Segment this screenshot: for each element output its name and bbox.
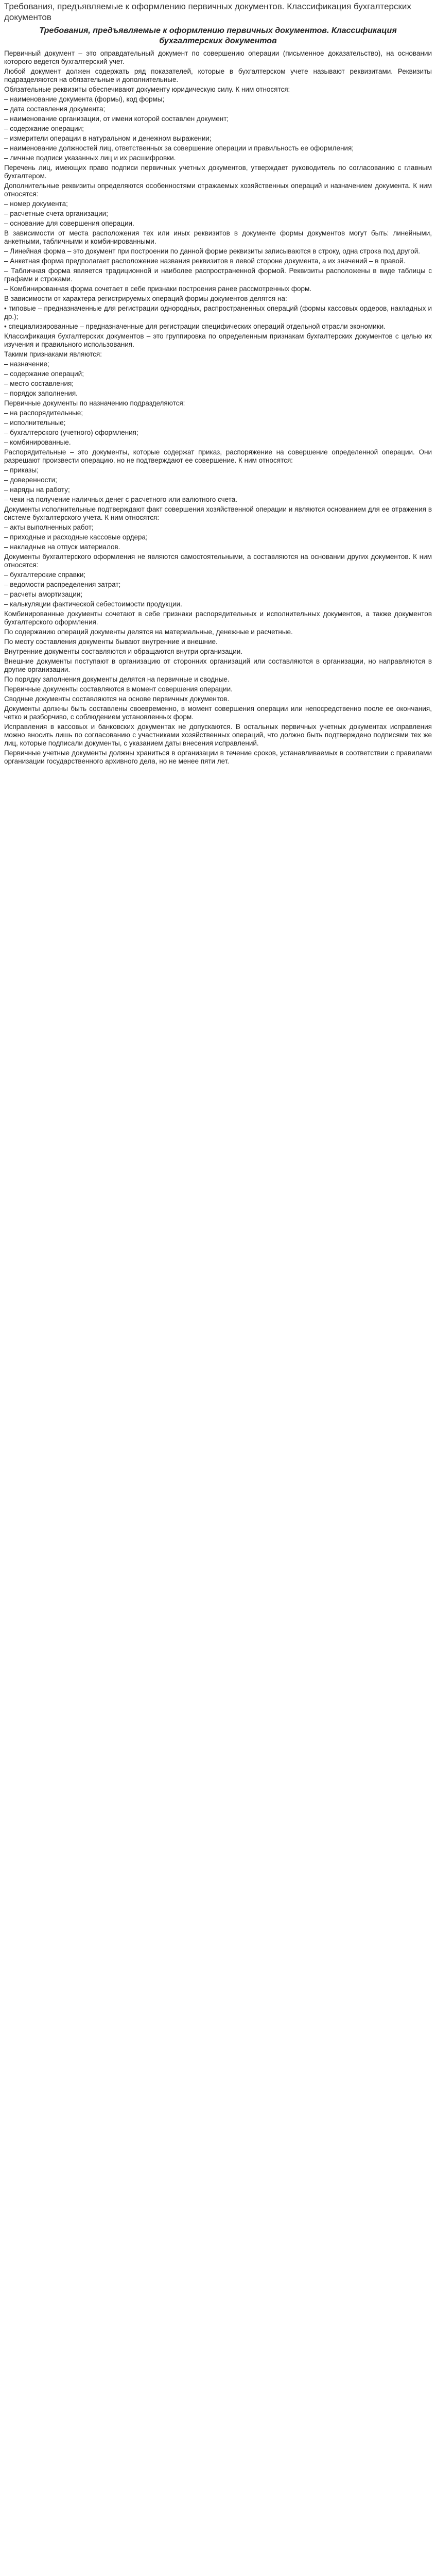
- body-paragraph: – содержание операций;: [4, 370, 84, 378]
- document-body: [4, 49, 432, 766]
- body-paragraph: – содержание операции;: [4, 125, 84, 132]
- body-paragraph: Обязательные реквизиты обеспечивают документу юридическую силу. К ним относятся:: [4, 86, 290, 93]
- body-paragraph: – наименование организации, от имени которой составлен документ;: [4, 115, 229, 123]
- body-paragraph: Исправления в кассовых и банковских документах не допускаются. В остальных первичных учетных документах исправления можно вносить лишь по согласованию с участниками хозяйственных операций, что должно быть подтверждено подписями тех же лиц, которые подписали документы, с указанием даты внесения исправлений.: [4, 723, 432, 747]
- body-paragraph: Такими признаками являются:: [4, 350, 102, 358]
- section-heading: Требования, предъявляемые к оформлению первичных документов. Классификация бухгалтерских документов: [39, 26, 397, 45]
- body-paragraph: В зависимости от характера регистрируемых операций формы документов делятся на:: [4, 295, 287, 302]
- page-title: Требования, предъявляемые к оформлению первичных документов. Классификация бухгалтерских документов: [4, 2, 411, 22]
- body-paragraph: – номер документа;: [4, 200, 68, 208]
- body-paragraph: – ведомости распределения затрат;: [4, 581, 121, 588]
- body-paragraph: – расчеты амортизации;: [4, 590, 83, 598]
- body-paragraph: – наряды на работу;: [4, 486, 70, 494]
- body-paragraph: – наименование должностей лиц, ответственных за совершение операции и правильность ее оформления;: [4, 144, 354, 152]
- body-paragraph: – дата составления документа;: [4, 105, 106, 113]
- body-paragraph: Документы исполнительные подтверждают факт совершения хозяйственной операции и являются основанием для ее отражения в системе бухгалтерского учета. К ним относятся:: [4, 505, 432, 521]
- body-paragraph: Внешние документы поступают в организацию от сторонних организаций или составляются в организации, но направляются в другие организации.: [4, 657, 432, 673]
- body-paragraph: Дополнительные реквизиты определяются особенностями отражаемых хозяйственных операций и назначением документа. К ним относятся:: [4, 182, 432, 198]
- body-paragraph: – акты выполненных работ;: [4, 523, 94, 531]
- body-paragraph: – накладные на отпуск материалов.: [4, 543, 120, 551]
- body-paragraph: По месту составления документы бывают внутренние и внешние.: [4, 638, 218, 646]
- body-paragraph: – исполнительные;: [4, 419, 66, 427]
- body-paragraph: – назначение;: [4, 360, 49, 368]
- body-paragraph: По содержанию операций документы делятся на материальные, денежные и расчетные.: [4, 628, 293, 636]
- body-paragraph: Первичные документы по назначению подразделяются:: [4, 399, 185, 407]
- body-paragraph: Первичные документы составляются в момент совершения операции.: [4, 685, 233, 693]
- body-paragraph: – приходные и расходные кассовые ордера;: [4, 533, 148, 541]
- body-paragraph: – на распорядительные;: [4, 409, 83, 417]
- body-paragraph: – наименование документа (формы), код формы;: [4, 95, 165, 103]
- body-paragraph: – основание для совершения операции.: [4, 219, 134, 227]
- body-paragraph: – личные подписи указанных лиц и их расшифровки.: [4, 154, 176, 162]
- body-paragraph: – чеки на получение наличных денег с расчетного или валютного счета.: [4, 496, 237, 503]
- body-paragraph: Документы бухгалтерского оформления не являются самостоятельными, а составляются на основании других документов. К ним относятся:: [4, 553, 432, 569]
- body-paragraph: – Линейная форма – это документ при построении по данной форме реквизиты записываются в строку, одна строка под другой.: [4, 247, 421, 255]
- body-paragraph: – калькуляции фактической себестоимости продукции.: [4, 600, 182, 608]
- body-paragraph: – комбинированные.: [4, 438, 71, 446]
- body-paragraph: Комбинированные документы сочетают в себе признаки распорядительных и исполнительных документов, а также документов бухгалтерского оформления.: [4, 610, 432, 626]
- document-page: [0, 0, 436, 767]
- body-paragraph: – Анкетная форма предполагает расположение названия реквизитов в левой стороне документа, а их значений – в правой.: [4, 257, 406, 265]
- body-paragraph: Документы должны быть составлены своевременно, в момент совершения операции или непосредственно после ее окончания, четко и разборчиво, с соблюдением установленных форм.: [4, 705, 432, 721]
- body-paragraph: – приказы;: [4, 466, 39, 474]
- body-paragraph: – бухгалтерского (учетного) оформления;: [4, 429, 138, 436]
- body-paragraph: – бухгалтерские справки;: [4, 571, 86, 579]
- body-paragraph: В зависимости от места расположения тех или иных реквизитов в документе формы документов могут быть: линейными, анкетными, табличными и комбинированными.: [4, 229, 432, 245]
- body-paragraph: По порядку заполнения документы делятся на первичные и сводные.: [4, 675, 230, 683]
- body-paragraph: Любой документ должен содержать ряд показателей, которые в бухгалтерском учете называют реквизитами. Реквизиты подразделяются на обязательные и дополнительные.: [4, 67, 432, 83]
- body-paragraph: Внутренние документы составляются и обращаются внутри организации.: [4, 648, 243, 655]
- body-paragraph: – измерители операции в натуральном и денежном выражении;: [4, 134, 212, 142]
- body-paragraph: – Комбинированная форма сочетает в себе признаки построения ранее рассмотренных форм.: [4, 285, 312, 293]
- body-paragraph: – место составления;: [4, 380, 74, 387]
- body-paragraph: Перечень лиц, имеющих право подписи первичных учетных документов, утверждает руководитель по согласованию с главным бухгалтером.: [4, 164, 432, 180]
- body-paragraph: – расчетные счета организации;: [4, 210, 108, 217]
- body-paragraph: – порядок заполнения.: [4, 389, 78, 397]
- body-paragraph: • специализированные – предназначенные для регистрации специфических операций отдельной отрасли экономики.: [4, 323, 386, 330]
- body-paragraph: Первичный документ – это оправдательный документ по совершению операции (письменное доказательство), на основании которого ведется бухгалтерский учет.: [4, 49, 432, 65]
- body-paragraph: Классификация бухгалтерских документов – это группировка по определенным признакам бухгалтерских документов с целью их изучения и правильного использования.: [4, 332, 432, 348]
- body-paragraph: • типовые – предназначенные для регистрации однородных, распространенных операций (формы кассовых ордеров, накладных и др.);: [4, 304, 432, 320]
- body-paragraph: Распорядительные – это документы, которые содержат приказ, распоряжение на совершение определенной операции. Они разрешают произвести операцию, но не подтверждают ее совершение. К ним относятся:: [4, 448, 432, 464]
- body-paragraph: – доверенности;: [4, 476, 57, 484]
- body-paragraph: Сводные документы составляются на основе первичных документов.: [4, 695, 230, 703]
- body-paragraph: Первичные учетные документы должны храниться в организации в течение сроков, устанавливаемых в соответствии с правилами организации государственного архивного дела, но не менее пяти лет.: [4, 749, 432, 765]
- body-paragraph: – Табличная форма является традиционной и наиболее распространенной формой. Реквизиты расположены в виде таблицы с графами и строками.: [4, 267, 432, 283]
